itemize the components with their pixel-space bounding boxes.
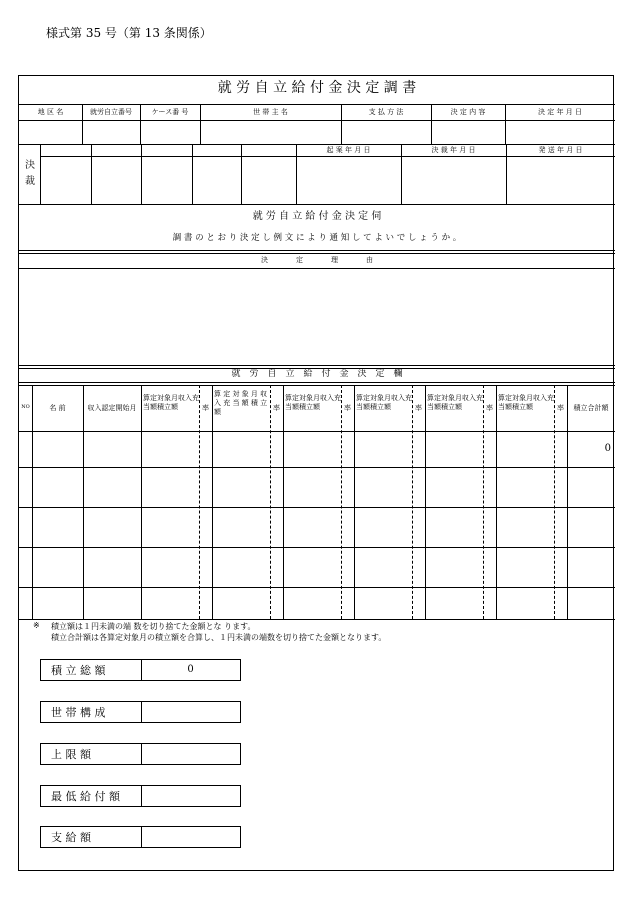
summary-minimum-payment-label: 最 低 給 付 額 bbox=[51, 790, 120, 803]
decision-date-header: 決 定 年 月 日 bbox=[538, 108, 582, 116]
approval-label-top: 決 bbox=[25, 160, 35, 171]
summary-household-composition bbox=[40, 701, 241, 723]
decision-table-title: 就 労 自 立 給 付 金 決 定 欄 bbox=[231, 369, 403, 379]
support-no-header: 就労自立番号 bbox=[90, 108, 132, 116]
col-no-header: NO bbox=[21, 404, 30, 410]
calc-col-3-header: 算定対象月収入充当額積立額 bbox=[285, 394, 341, 411]
summary-upper-limit-label: 上 限 額 bbox=[51, 748, 91, 761]
calc-col-5-header: 算定対象月収入充当額積立額 bbox=[427, 394, 483, 411]
table-row bbox=[19, 467, 615, 468]
draft-date-header: 起 案 年 月 日 bbox=[326, 146, 371, 154]
inquiry-title: 就 労 自 立 給 付 金 決 定 伺 bbox=[252, 211, 382, 222]
form-number-label: 様式第 35 号（第 13 条関係） bbox=[46, 26, 212, 40]
decision-content-header: 決 定 内 容 bbox=[450, 108, 486, 116]
summary-total-reserve-label: 積 立 総 額 bbox=[51, 664, 106, 677]
note-mark: ※ bbox=[33, 621, 40, 630]
summary-payment-amount-label: 支 給 額 bbox=[51, 831, 91, 844]
summary-total-reserve-value: 0 bbox=[187, 664, 194, 675]
summary-total-reserve bbox=[40, 659, 241, 681]
district-header: 地 区 名 bbox=[37, 108, 64, 116]
calc-col-2-header: 算 定 対 象 月 収 入 充 当 額 積 立 額 bbox=[214, 390, 268, 416]
calc-col-1-header: 算定対象月収入充当額積立額 bbox=[143, 394, 199, 411]
col-start-month-header: 収入認定開始月 bbox=[87, 404, 137, 412]
table-row bbox=[19, 547, 615, 548]
payment-method-header: 支 払 方 法 bbox=[368, 108, 404, 116]
note-line-1: 積立額は１円未満の端 数を切り捨てた金額とな ります。 bbox=[51, 622, 256, 631]
col-total-header: 積立合計額 bbox=[573, 404, 609, 412]
summary-minimum-payment bbox=[40, 785, 241, 807]
rate-col-6-header: 率 bbox=[557, 404, 564, 412]
rate-col-5-header: 率 bbox=[486, 404, 493, 412]
form-title: 就 労 自 立 給 付 金 決 定 調 書 bbox=[217, 80, 417, 96]
calc-col-6-header: 算定対象月収入充当額積立額 bbox=[498, 394, 554, 411]
table-row bbox=[19, 587, 615, 588]
issue-date-header: 発 送 年 月 日 bbox=[538, 146, 583, 154]
householder-header: 世 帯 主 名 bbox=[253, 108, 288, 116]
case-no-header: ケース番 号 bbox=[151, 108, 189, 116]
row-1-total-value: 0 bbox=[604, 443, 611, 454]
reason-header: 決 定 理 由 bbox=[261, 256, 373, 264]
summary-upper-limit bbox=[40, 743, 241, 765]
approval-label-bottom: 裁 bbox=[25, 176, 35, 187]
summary-household-composition-label: 世 帯 構 成 bbox=[51, 706, 106, 719]
approval-date-header: 決 裁 年 月 日 bbox=[431, 146, 476, 154]
rate-col-1-header: 率 bbox=[202, 404, 209, 412]
calc-col-4-header: 算定対象月収入充当額積立額 bbox=[356, 394, 412, 411]
inquiry-text: 調 書 の と お り 決 定 し 例 文 に よ り 通 知 し て よ い で し ょ う か 。 bbox=[172, 233, 462, 243]
summary-payment-amount bbox=[40, 826, 241, 848]
rate-col-4-header: 率 bbox=[415, 404, 422, 412]
rate-col-2-header: 率 bbox=[273, 404, 280, 412]
col-name-header: 名 前 bbox=[49, 404, 66, 412]
table-row bbox=[19, 507, 615, 508]
decision-record-form bbox=[18, 75, 614, 871]
rate-col-3-header: 率 bbox=[344, 404, 351, 412]
note-line-2: 積立合計額は各算定対象月の積立額を合算し、１円未満の端数を切り捨てた金額となります。 bbox=[51, 633, 387, 642]
